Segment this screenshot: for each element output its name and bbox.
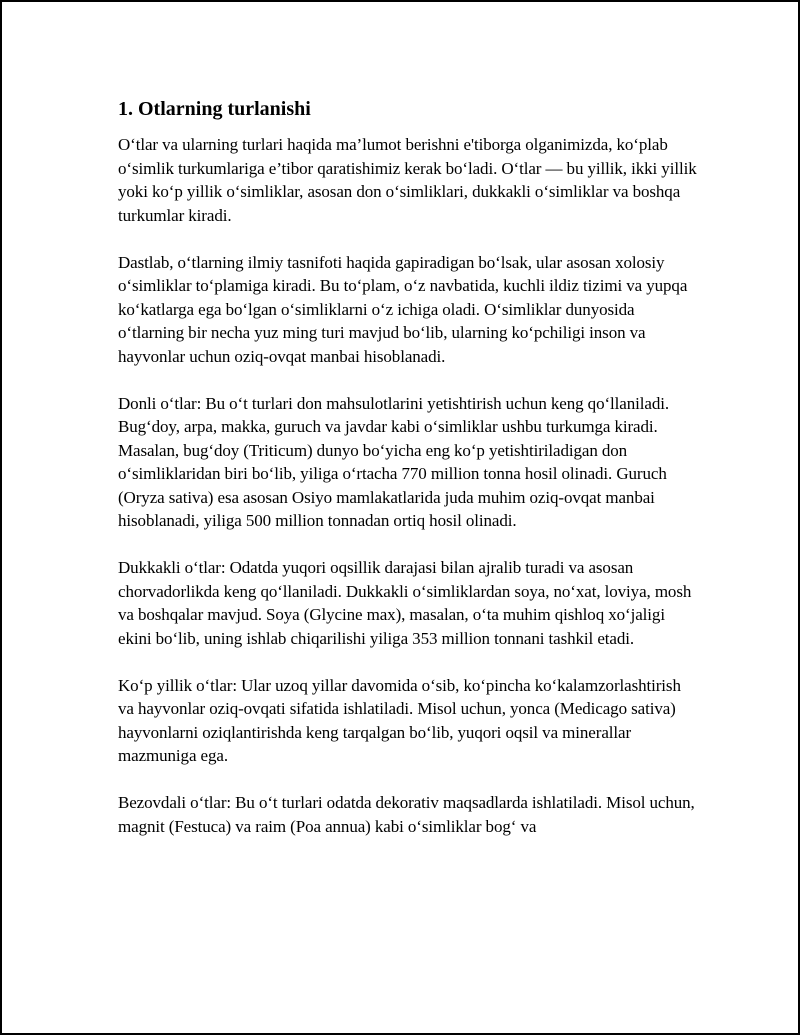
paragraph-grain-grasses: Donli o‘tlar: Bu o‘t turlari don mahsulotlarini yetishtirish uchun keng qo‘llaniladi. Bug‘doy, arpa, makka, guruch va javdar kabi o‘simliklar ushbu turkumga kiradi. Masalan, bug‘doy (Triticum) dunyo bo‘yicha eng ko‘p yetishtiriladigan don o‘simliklaridan biri bo‘lib, yiliga o‘rtacha 770 million tonna hosil olinadi. Guruch (Oryza sativa) esa asosan Osiyo mamlakatlarida juda muhim oziq-ovqat manbai hisoblanadi, yiliga 500 million tonnadan ortiq hosil olinadi. (118, 393, 669, 530)
paragraph-ornamental-grasses: Bezovdali o‘tlar: Bu o‘t turlari odatda dekorativ maqsadlarda ishlatiladi. Misol uchun, magnit (Festuca) va raim (Poa annua) kabi o‘simliklar bog‘ va (118, 793, 695, 836)
paragraph-classification: Dastlab, o‘tlarning ilmiy tasnifoti haqida gapiradigan bo‘lsak, ular asosan xolosiy o‘simliklar to‘plamiga kiradi. Bu to‘plam, o‘z navbatida, kuchli ildiz tizimi va yupqa ko‘katlarga ega bo‘lgan o‘simliklarni o‘z ichiga oladi. O‘simliklar dunyosida o‘tlarning bir necha yuz ming turi mavjud bo‘lib, ularning ko‘pchiligi inson va hayvonlar uchun oziq-ovqat manbai hisoblanadi. (118, 252, 688, 366)
paragraph-legume-grasses: Dukkakli o‘tlar: Odatda yuqori oqsillik darajasi bilan ajralib turadi va asosan chorvadorlikda keng qo‘llaniladi. Dukkakli o‘simliklardan soya, no‘xat, loviya, mosh va boshqalar mavjud. Soya (Glycine max), masalan, o‘ta muhim qishloq xo‘jaligi ekini bo‘lib, uning ishlab chiqarilishi yiliga 353 million tonnani tashkil etadi. (118, 558, 692, 648)
paragraph-perennial-grasses: Ko‘p yillik o‘tlar: Ular uzoq yillar davomida o‘sib, ko‘pincha ko‘kalamzorlashtirish va hayvonlar oziq-ovqati sifatida ishlatiladi. Misol uchun, yonca (Medicago sativa) hayvonlarni oziqlantirishda keng tarqalgan bo‘lib, yuqori oqsil va minerallar mazmuniga ega. (118, 675, 681, 765)
section-heading: 1. Otlarning turlanishi (118, 98, 311, 120)
paragraph-intro: O‘tlar va ularning turlari haqida ma’lumot berishni e'tiborga olganimizda, ko‘plab o‘simlik turkumlariga e’tibor qaratishimiz kerak bo‘ladi. O‘tlar — bu yillik, ikki yillik yoki ko‘p yillik o‘simliklar, asosan don o‘simliklari, dukkakli o‘simliklar va boshqa turkumlar kiradi. (118, 135, 697, 225)
page-content (118, 97, 698, 862)
